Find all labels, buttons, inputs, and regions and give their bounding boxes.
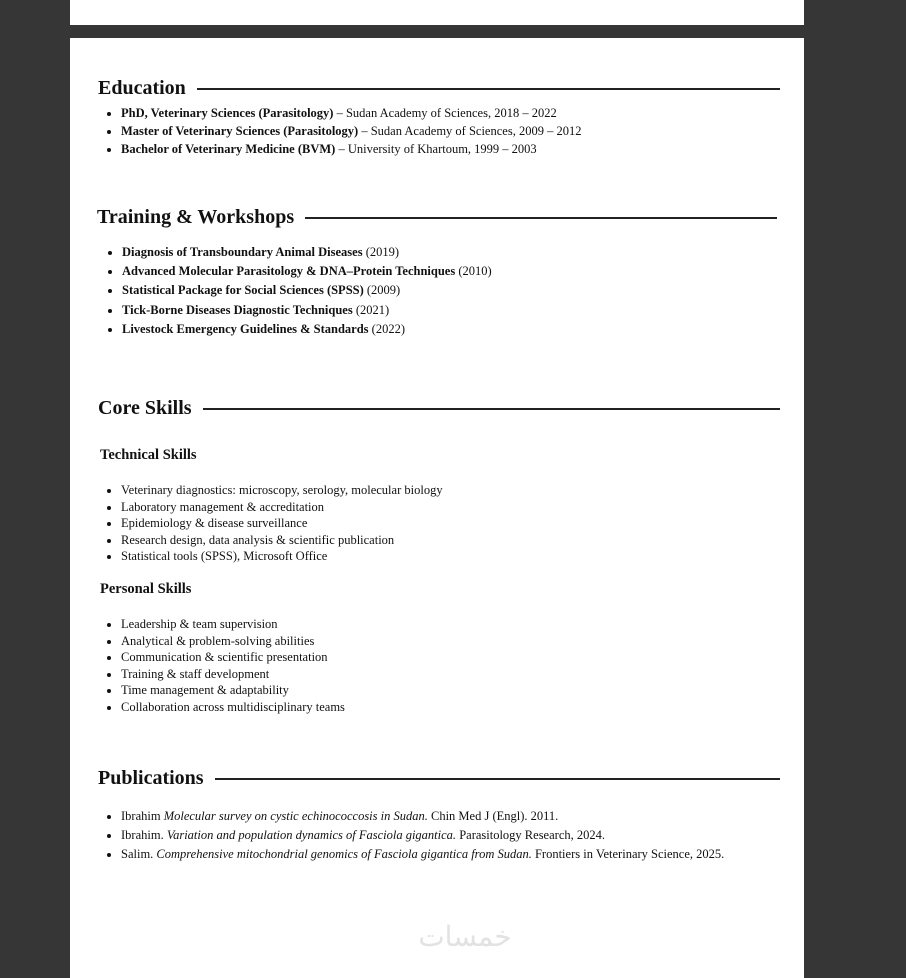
list-item: • Statistical tools (SPSS), Microsoft Office [121, 548, 781, 565]
training-heading [97, 206, 777, 229]
list-item: • Ibrahim Molecular survey on cystic echinococcosis in Sudan. Chin Med J (Engl). 2011. [121, 807, 784, 825]
list-item: • Master of Veterinary Sciences (Parasitology) – Sudan Academy of Sciences, 2009 – 2012 [121, 123, 781, 141]
education-heading [98, 77, 780, 100]
education-list [97, 105, 781, 158]
list-item: • Tick-Borne Diseases Diagnostic Techniques (2021) [122, 301, 782, 320]
list-item: • Advanced Molecular Parasitology & DNA–Protein Techniques (2010) [122, 262, 782, 281]
document-page [70, 38, 804, 978]
publications-heading-text: Publications [98, 767, 204, 789]
heading-rule [215, 778, 780, 780]
list-item: • Analytical & problem-solving abilities [121, 633, 781, 650]
list-item: • Bachelor of Veterinary Medicine (BVM) – University of Khartoum, 1999 – 2003 [121, 141, 781, 159]
heading-rule [203, 408, 780, 410]
publications-heading [98, 767, 780, 790]
training-list [98, 243, 782, 339]
training-heading-text: Training & Workshops [97, 206, 295, 228]
list-item: • PhD, Veterinary Sciences (Parasitology) – Sudan Academy of Sciences, 2018 – 2022 [121, 105, 781, 123]
list-item: • Livestock Emergency Guidelines & Standards (2022) [122, 320, 782, 339]
technical-skills-heading: Technical Skills [100, 447, 197, 463]
skills-heading-text: Core Skills [98, 397, 192, 419]
list-item: • Ibrahim. Variation and population dynamics of Fasciola gigantica. Parasitology Research, 2024. [121, 826, 784, 844]
list-item: • Laboratory management & accreditation [121, 499, 781, 516]
list-item: • Communication & scientific presentation [121, 649, 781, 666]
list-item: • Statistical Package for Social Sciences (SPSS) (2009) [122, 281, 782, 300]
watermark-logo: خمسات [418, 920, 512, 953]
list-item: • Leadership & team supervision [121, 616, 781, 633]
skills-heading [98, 397, 780, 420]
personal-skills-heading: Personal Skills [100, 581, 192, 597]
list-item: • Training & staff development [121, 666, 781, 683]
list-item: • Veterinary diagnostics: microscopy, serology, molecular biology [121, 482, 781, 499]
list-item: • Diagnosis of Transboundary Animal Diseases (2019) [122, 243, 782, 262]
publications-list [97, 807, 784, 863]
list-item: • Epidemiology & disease surveillance [121, 515, 781, 532]
list-item: • Salim. Comprehensive mitochondrial genomics of Fasciola gigantica from Sudan. Frontiers in Veterinary Science, 2025. [121, 845, 784, 863]
personal-skills-list [97, 616, 781, 716]
heading-rule [305, 217, 777, 219]
list-item: • Collaboration across multidisciplinary teams [121, 699, 781, 716]
technical-skills-list [97, 482, 781, 565]
list-item: • Research design, data analysis & scientific publication [121, 532, 781, 549]
list-item: • Time management & adaptability [121, 682, 781, 699]
previous-page-bottom [70, 0, 804, 25]
heading-rule [197, 88, 780, 90]
education-heading-text: Education [98, 77, 186, 99]
